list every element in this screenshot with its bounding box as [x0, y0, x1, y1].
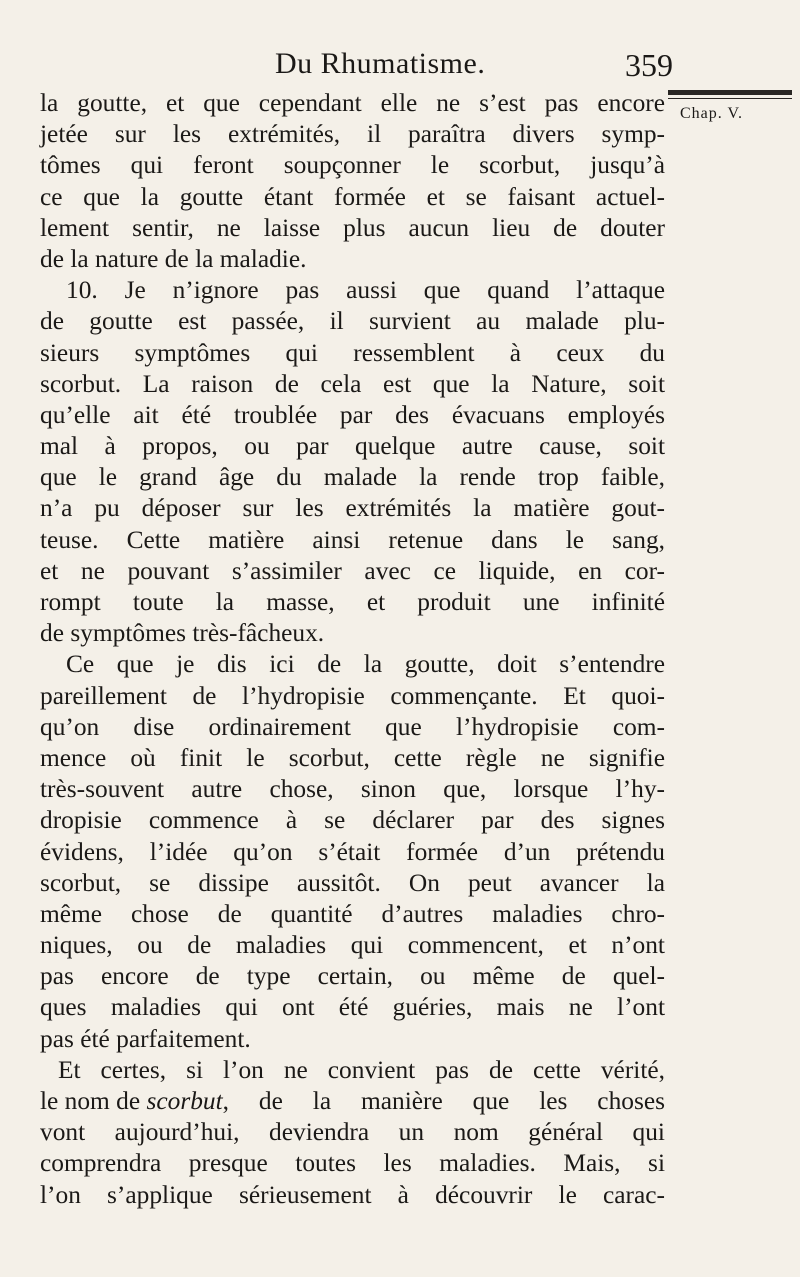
text-line: que le grand âge du malade la rende trop faible, [40, 463, 665, 492]
text-line: la goutte, et que cependant elle ne s’est pas encore [40, 89, 665, 117]
margin-rule-thin [668, 98, 792, 99]
text-line: rompt toute la masse, et produit une infinité [40, 588, 665, 616]
text-line: pas encore de type certain, ou même de quel- [40, 962, 665, 991]
text-line: ques maladies qui ont été guéries, mais ne l’ont [40, 993, 665, 1022]
text-line: qu’on dise ordinairement que l’hydropisie com- [40, 712, 665, 741]
text-line: lement sentir, ne laisse plus aucun lieu de douter [40, 213, 665, 242]
page-header [0, 42, 800, 92]
margin-rule-thick [668, 90, 792, 95]
text-line: de goutte est passée, il survient au malade plu- [40, 307, 665, 336]
text-line: 10. Je n’ignore pas aussi que quand l’attaque [66, 276, 665, 305]
text-line: scorbut. La raison de cela est que la Nature, soit [40, 369, 665, 398]
text-line: jetée sur les extrémités, il paraîtra divers symp- [40, 120, 665, 149]
text-line: Et certes, si l’on ne convient pas de cette vérité, [58, 1055, 665, 1084]
text-line: sieurs symptômes qui ressemblent à ceux du [40, 338, 665, 367]
text-line: de symptômes très-fâcheux. [40, 619, 325, 648]
text-line: scorbut, se dissipe aussitôt. On peut avancer la [40, 868, 665, 897]
emphasis-scorbut: scorbut [146, 1087, 223, 1115]
text-line: très-souvent autre chose, sinon que, lorsque l’hy- [40, 775, 665, 804]
text-line: teuse. Cette matière ainsi retenue dans le sang, [40, 525, 665, 554]
text-segment: , de la manière que les choses [222, 1087, 665, 1115]
text-line: l’on s’applique sérieusement à découvrir le carac- [40, 1180, 665, 1209]
body-text [40, 88, 665, 1211]
text-line: de la nature de la maladie. [40, 244, 307, 273]
text-line: vont aujourd’hui, deviendra un nom général qui [40, 1118, 665, 1147]
text-segment: le nom de [40, 1087, 147, 1115]
text-line: mal à propos, ou par quelque autre cause, soit [40, 432, 665, 461]
text-line: qu’elle ait été troublée par des évacuans employés [40, 400, 665, 429]
text-line: mence où finit le scorbut, cette règle ne signifie [40, 743, 665, 772]
text-line: évidens, l’idée qu’on s’était formée d’un prétendu [40, 837, 665, 866]
text-line: et ne pouvant s’assimiler avec ce liquide, en cor- [40, 556, 665, 585]
text-line: tômes qui feront soupçonner le scorbut, jusqu’à [40, 151, 665, 180]
text-line: niques, ou de maladies qui commencent, et n’ont [40, 931, 665, 960]
margin-note-chapter: Chap. V. [680, 105, 743, 122]
text-line: même chose de quantité d’autres maladies chro- [40, 899, 665, 928]
text-line: comprendra presque toutes les maladies. Mais, si [40, 1149, 665, 1178]
text-line: pas été parfaitement. [40, 1024, 251, 1053]
text-line: dropisie commence à se déclarer par des signes [40, 806, 665, 835]
text-line [40, 1086, 665, 1117]
page-number: 359 [625, 47, 673, 83]
running-head: Du Rhumatisme. [275, 47, 486, 80]
text-line: Ce que je dis ici de la goutte, doit s’entendre [66, 650, 665, 679]
text-line: ce que la goutte étant formée et se faisant actuel- [40, 182, 665, 211]
text-line: n’a pu déposer sur les extrémités la matière gout- [40, 494, 665, 523]
text-line: pareillement de l’hydropisie commençante. Et quoi- [40, 681, 665, 710]
